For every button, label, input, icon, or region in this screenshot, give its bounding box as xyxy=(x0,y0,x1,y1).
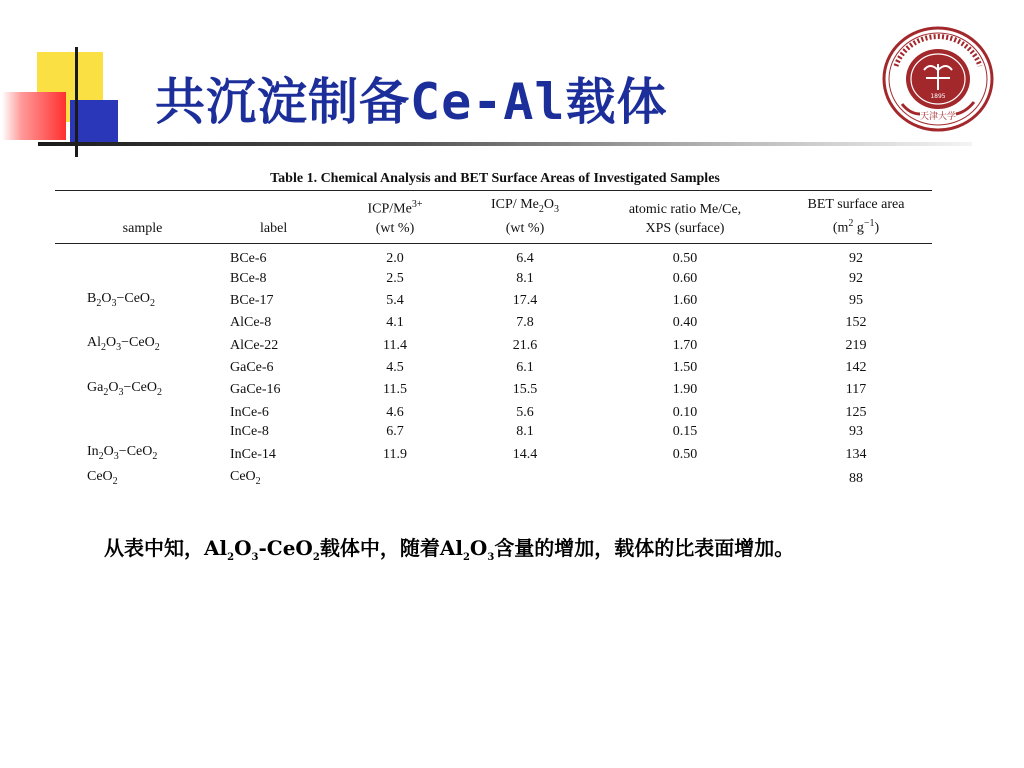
cell-label: BCe-17 xyxy=(230,293,274,308)
cell-atomic-ratio: 0.40 xyxy=(672,315,698,331)
table-body xyxy=(55,243,932,491)
cell-icp-me2o3 xyxy=(460,467,590,492)
cell-sample xyxy=(55,243,230,268)
cell-atomic-ratio: 0.15 xyxy=(672,424,698,440)
cell-atomic-ratio: 0.10 xyxy=(672,404,698,420)
table-row xyxy=(55,442,932,467)
table-row xyxy=(55,333,932,358)
svg-text:1895: 1895 xyxy=(930,93,946,100)
cell-icp-me2o3: 17.4 xyxy=(512,293,538,308)
cell-icp-me2o3: 6.1 xyxy=(516,359,534,375)
cell-sample xyxy=(55,358,230,378)
cell-icp-me xyxy=(330,467,460,492)
cell-atomic-ratio: 1.70 xyxy=(672,337,698,353)
decor-vertical-line xyxy=(75,47,78,157)
cell-bet: 95 xyxy=(849,293,863,308)
header-label: label xyxy=(260,220,288,236)
cell-icp-me: 6.7 xyxy=(386,424,404,440)
table-header-row xyxy=(55,191,932,244)
title-underline xyxy=(38,142,972,146)
header-icp-me: ICP/$Me^{3+}$ (wt %) xyxy=(367,199,423,236)
cell-atomic-ratio: 1.50 xyxy=(672,359,698,375)
cell-icp-me: 11.5 xyxy=(383,382,407,398)
data-table-figure xyxy=(55,168,935,492)
body-paragraph: 从表中知，$Al_2O_3-CeO_2$载体中，随着$Al_2O_3$含量的增加，载体的比表面增加。 xyxy=(104,536,795,563)
cell-icp-me2o3: 14.4 xyxy=(512,446,538,462)
table-row xyxy=(55,358,932,378)
cell-atomic-ratio: 0.50 xyxy=(672,446,698,462)
cell-sample: $B_2O_3-CeO_2$ xyxy=(87,290,156,309)
cell-label: AlCe-22 xyxy=(230,337,279,353)
cell-label: GaCe-16 xyxy=(230,382,281,398)
cell-icp-me2o3: 15.5 xyxy=(512,382,538,398)
table-row xyxy=(55,313,932,333)
cell-bet: 219 xyxy=(845,337,867,353)
cell-sample xyxy=(55,313,230,333)
cell-sample: CeO$_2$ xyxy=(87,469,118,487)
cell-icp-me2o3: 6.4 xyxy=(516,250,534,266)
cell-atomic-ratio: 1.60 xyxy=(672,293,698,308)
table-caption: Table 1. Chemical Analysis and BET Surface Areas of Investigated Samples xyxy=(270,171,720,186)
cell-label: CeO$_2$ xyxy=(230,469,261,487)
cell-label: BCe-8 xyxy=(230,270,267,286)
cell-sample xyxy=(55,422,230,442)
cell-icp-me: 4.6 xyxy=(386,404,404,420)
cell-atomic-ratio: 0.60 xyxy=(672,270,698,286)
chemical-analysis-table xyxy=(55,190,932,492)
cell-sample: $Ga_2O_3-CeO_2$ xyxy=(87,379,163,398)
cell-bet: 92 xyxy=(849,270,863,286)
cell-bet: 152 xyxy=(845,315,867,331)
svg-text:天津大学: 天津大学 xyxy=(919,112,957,122)
university-seal-logo xyxy=(882,26,994,132)
cell-icp-me: 5.4 xyxy=(386,293,404,308)
cell-icp-me: 2.5 xyxy=(386,270,404,286)
cell-sample xyxy=(55,269,230,289)
cell-atomic-ratio: 0.50 xyxy=(672,250,698,266)
cell-icp-me: 4.5 xyxy=(386,359,404,375)
header-icp-me2o3: ICP/ $Me_2O_3$ (wt %) xyxy=(491,197,559,236)
slide-title: 共沉淀制备Ce-Al载体 xyxy=(155,73,668,131)
cell-bet: 92 xyxy=(849,250,863,266)
cell-label: GaCe-6 xyxy=(230,359,274,375)
cell-label: AlCe-8 xyxy=(230,315,272,331)
table-row xyxy=(55,378,932,403)
cell-label: BCe-6 xyxy=(230,250,267,266)
header-sample: sample xyxy=(122,220,163,236)
table-row xyxy=(55,289,932,314)
cell-icp-me2o3: 5.6 xyxy=(516,404,534,420)
cell-atomic-ratio xyxy=(590,467,780,492)
cell-label: InCe-6 xyxy=(230,404,269,420)
table-row xyxy=(55,422,932,442)
cell-icp-me: 11.4 xyxy=(383,337,407,353)
cell-bet: 93 xyxy=(849,424,863,440)
cell-icp-me2o3: 8.1 xyxy=(516,424,534,440)
cell-bet: 117 xyxy=(845,382,867,398)
cell-label: InCe-8 xyxy=(230,424,269,440)
cell-icp-me2o3: 21.6 xyxy=(512,337,538,353)
cell-bet: 142 xyxy=(845,359,867,375)
cell-bet: 88 xyxy=(849,471,863,487)
cell-icp-me2o3: 7.8 xyxy=(516,315,534,331)
cell-atomic-ratio: 1.90 xyxy=(672,382,698,398)
cell-sample xyxy=(55,403,230,423)
cell-sample: $Al_2O_3-CeO_2$ xyxy=(87,335,160,354)
table-row xyxy=(55,243,932,268)
cell-bet: 134 xyxy=(845,446,867,462)
decor-red-gradient-bar xyxy=(2,92,66,140)
cell-sample: $In_2O_3-CeO_2$ xyxy=(87,444,158,463)
table-row xyxy=(55,269,932,289)
cell-icp-me2o3: 8.1 xyxy=(516,270,534,286)
table-row xyxy=(55,403,932,423)
cell-label: InCe-14 xyxy=(230,446,276,462)
header-bet: BET surface area ($m^2$ $g^{-1}$) xyxy=(807,197,905,236)
table-row xyxy=(55,467,932,492)
header-atomic-ratio: atomic ratio Me/Ce, XPS (surface) xyxy=(628,201,742,236)
cell-icp-me: 2.0 xyxy=(386,250,404,266)
cell-icp-me: 4.1 xyxy=(386,315,404,331)
cell-bet: 125 xyxy=(845,404,867,420)
cell-icp-me: 11.9 xyxy=(383,446,407,462)
